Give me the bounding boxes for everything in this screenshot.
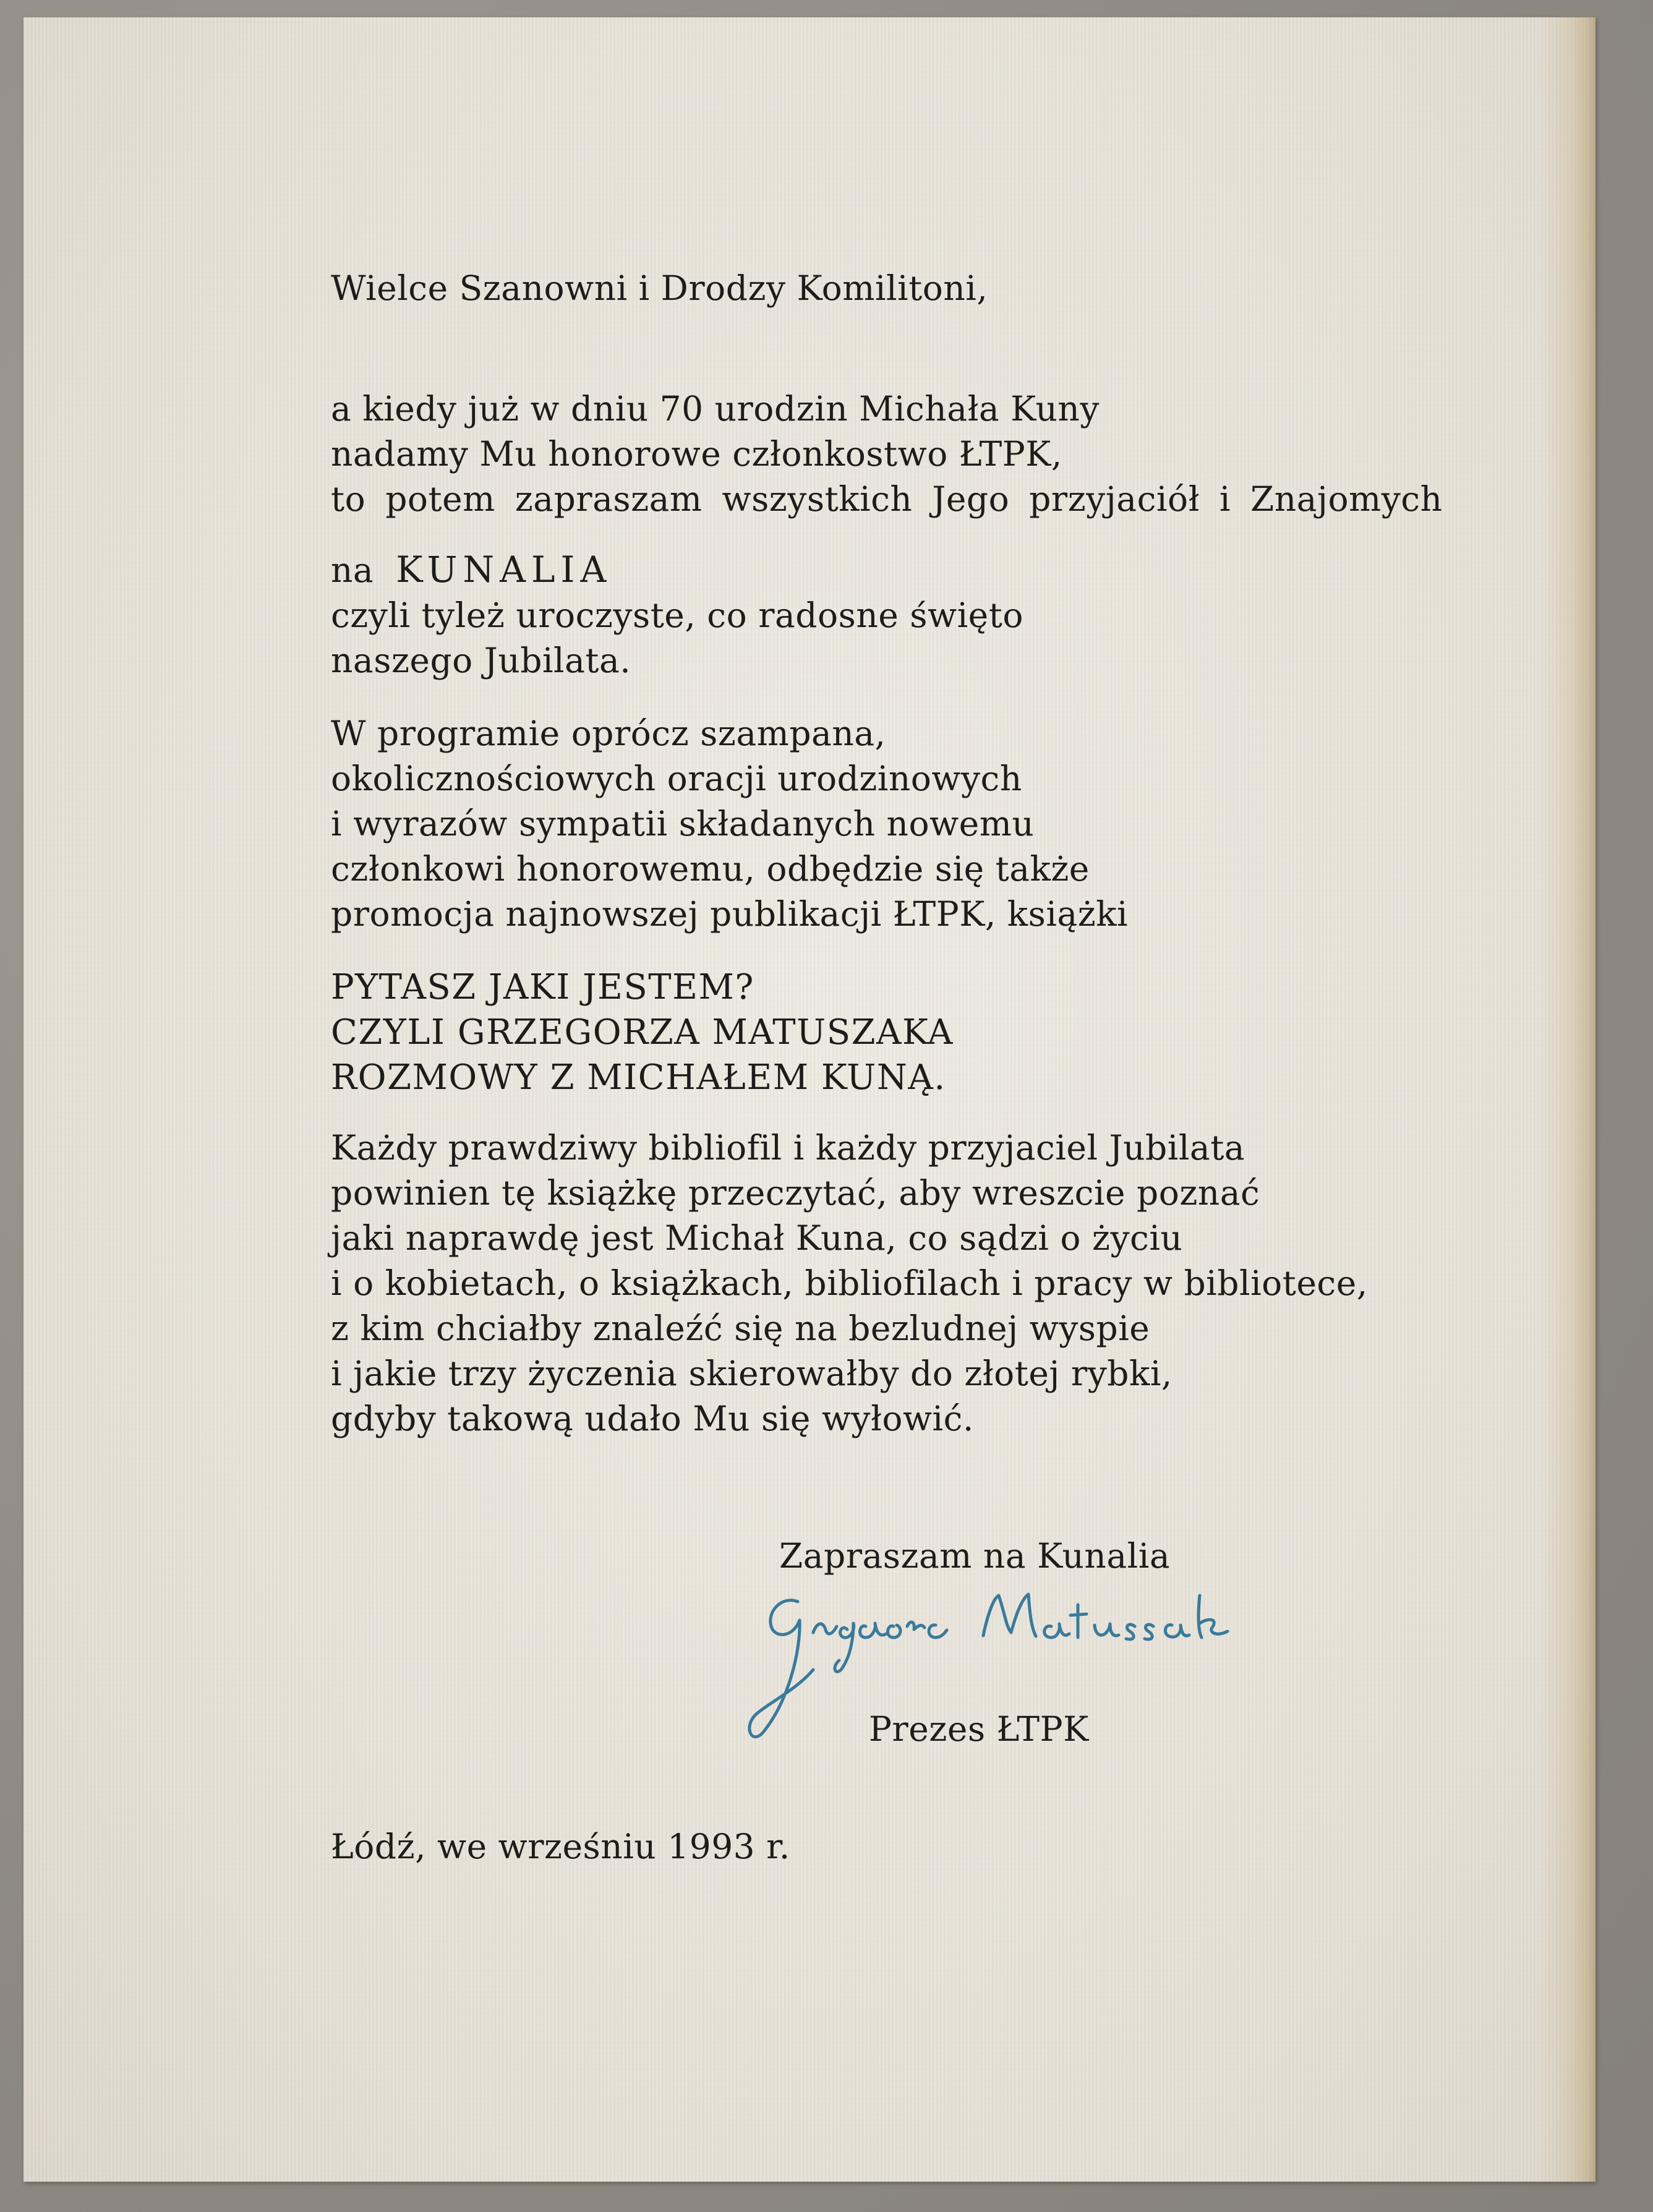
place-date: Łódź, we wrześniu 1993 r. [331,1827,790,1866]
paragraph-line: nadamy Mu honorowe członkostwo ŁTPK, [331,434,1062,474]
book-title-line: PYTASZ JAKI JESTEM? [331,967,754,1007]
signer-role: Prezes ŁTPK [869,1709,1089,1749]
paragraph-line: a kiedy już w dniu 70 urodzin Michała Kuny [331,389,1100,429]
book-title [331,965,954,1100]
paragraph-line: i wyrazów sympatii składanych nowemu [331,804,1035,843]
book-title-line: CZYLI GRZEGORZA MATUSZAKA [331,1012,954,1053]
paragraph-line: gdyby takową udało Mu się wyłowić. [331,1399,974,1438]
paragraph-line: naszego Jubilata. [331,641,631,680]
closing-line: Zapraszam na Kunalia [779,1536,1171,1576]
paragraph-line: członkowi honorowemu, odbędzie się także [331,849,1090,889]
handwritten-signature [739,1577,1283,1762]
event-line [331,547,1023,593]
paragraph-line: W programie oprócz szampana, [331,714,886,753]
paragraph-line: powinien tę książkę przeczytać, aby wreszcie poznać [331,1173,1260,1213]
deckle-edge [1540,17,1595,2182]
event-prefix: na [331,550,374,590]
book-title-line: ROZMOWY Z MICHAŁEM KUNĄ. [331,1057,946,1098]
paragraph-event [331,547,1023,683]
paragraph-line: Każdy prawdziwy bibliofil i każdy przyjaciel Jubilata [331,1128,1245,1168]
paragraph-program [331,711,1128,937]
salutation: Wielce Szanowni i Drodzy Komilitoni, [331,268,988,308]
paragraph-book-description [331,1125,1368,1441]
paragraph-line: promocja najnowszej publikacji ŁTPK, książki [331,894,1129,934]
paragraph-line: i o kobietach, o książkach, bibliofilach i pracy w bibliotece, [331,1263,1368,1303]
event-name: KUNALIA [396,549,612,591]
paragraph-line: jaki naprawdę jest Michał Kuna, co sądzi o życiu [331,1218,1183,1258]
paragraph-line: to potem zapraszam wszystkich Jego przyjaciół i Znajomych [331,479,1443,519]
paragraph-invitation [331,386,1443,522]
paragraph-line: okolicznościowych oracji urodzinowych [331,759,1022,798]
paragraph-line: z kim chciałby znaleźć się na bezludnej wyspie [331,1309,1150,1348]
paragraph-line: i jakie trzy życzenia skierowałby do złotej rybki, [331,1354,1172,1393]
paragraph-line: czyli tyleż uroczyste, co radosne święto [331,596,1023,635]
